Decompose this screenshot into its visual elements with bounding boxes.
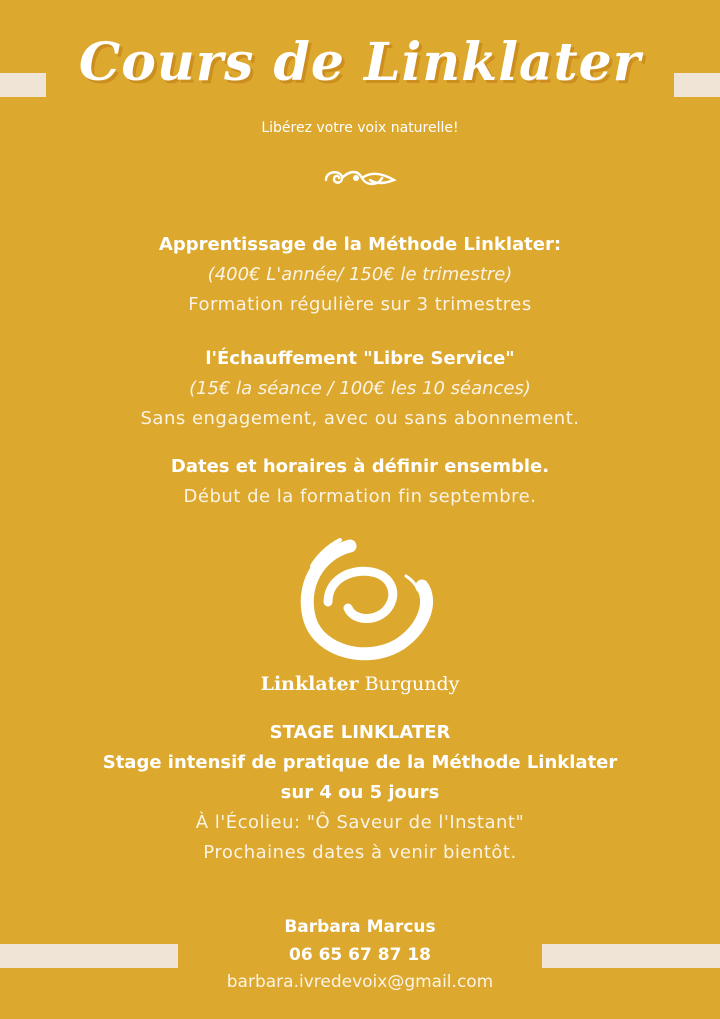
stage-title: STAGE LINKLATER bbox=[269, 722, 451, 743]
stage-location: À l'Écolieu: "Ô Saveur de l'Instant" bbox=[195, 812, 525, 833]
page-title: Cours de Linklater bbox=[78, 32, 642, 93]
section-2-detail: Sans engagement, avec ou sans abonnement. bbox=[140, 408, 580, 429]
enso-logo-icon bbox=[288, 532, 438, 672]
contact-email[interactable]: barbara.ivredevoix@gmail.com bbox=[226, 972, 494, 992]
section-2-heading: l'Échauffement "Libre Service" bbox=[205, 348, 515, 369]
section-2-price: (15€ la séance / 100€ les 10 séances) bbox=[189, 378, 531, 399]
brand-name bbox=[0, 673, 720, 695]
section-3-heading: Dates et horaires à définir ensemble. bbox=[170, 456, 550, 477]
contact-phone[interactable]: 06 65 67 87 18 bbox=[289, 945, 431, 965]
stage-dates: Prochaines dates à venir bientôt. bbox=[203, 842, 517, 863]
stage-line-1: Stage intensif de pratique de la Méthode Linklater bbox=[102, 752, 618, 773]
section-1-price: (400€ L'année/ 150€ le trimestre) bbox=[207, 264, 513, 285]
page-subtitle: Libérez votre voix naturelle! bbox=[261, 120, 459, 136]
section-1-detail: Formation régulière sur 3 trimestres bbox=[188, 294, 532, 315]
brand-name-regular: Burgundy bbox=[364, 673, 460, 695]
stage-line-2: sur 4 ou 5 jours bbox=[280, 782, 440, 803]
contact-name: Barbara Marcus bbox=[284, 917, 436, 937]
section-1-heading: Apprentissage de la Méthode Linklater: bbox=[158, 234, 562, 255]
swirl-ornament-icon bbox=[322, 166, 398, 190]
brand-name-bold: Linklater bbox=[260, 673, 359, 695]
section-3-detail: Début de la formation fin septembre. bbox=[183, 486, 537, 507]
